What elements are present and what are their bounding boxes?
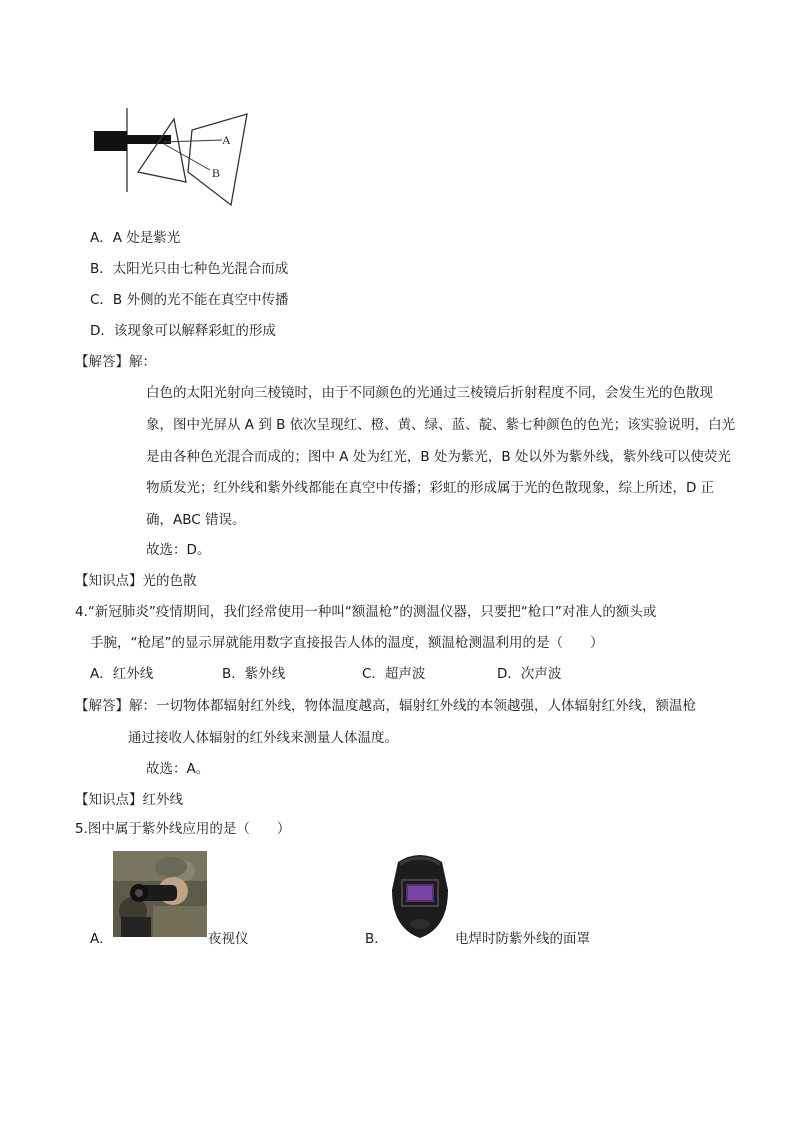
q4-option-a: A．红外线: [90, 666, 154, 682]
q3-answer-label: 【解答】解：: [75, 354, 156, 370]
light-beam: [127, 135, 171, 144]
label-b: B: [212, 166, 221, 180]
ray-b: [164, 144, 210, 170]
q4-choice: 故选：A。: [146, 761, 210, 777]
q4-option-c: C．超声波: [362, 666, 426, 682]
q4-knowledge-point: 【知识点】红外线: [75, 792, 183, 808]
q3-option-d: D．该现象可以解释彩虹的形成: [90, 323, 276, 339]
q3-explanation: 白色的太阳光射向三棱镜时，由于不同颜色的光通过三棱镜后折射程度不同，会发生光的色散现象，图中光屏从 A 到 B 依次呈现红、橙、黄、绿、蓝、靛、紫七种颜色的色光；该实验说明，白光是由各种色光混合而成的；图中 A 处为红光，B 处为紫光，B 处以外为紫外线，紫外线可以使荧光物质发光；红外线和紫外线都能在真空中传播；彩虹的形成属于光的色散现象，综上所述，D 正确，ABC 错误。: [146, 385, 736, 529]
q5-option-b-text: 电焊时防紫外线的面罩: [455, 931, 590, 947]
q3-option-c: C．B 外侧的光不能在真空中传播: [90, 292, 289, 308]
q4-stem-line1: 4.“新冠肺炎”疫情期间，我们经常使用一种叫“额温枪”的测温仪器，只要把“枪口”对准人的额头或: [75, 604, 657, 620]
q4-option-d: D．次声波: [497, 666, 562, 682]
q5-option-a-text: 夜视仪: [208, 931, 249, 947]
screen: [188, 114, 247, 205]
q3-choice: 故选：D。: [146, 542, 211, 558]
q3-option-a: A．A 处是紫光: [90, 230, 181, 246]
light-source-block: [94, 131, 127, 151]
prism: [138, 119, 186, 182]
q5-option-a-letter: A．: [90, 931, 113, 947]
prism-dispersion-figure: [90, 104, 260, 210]
welding-mask-photo: [388, 850, 452, 940]
q5-stem: 5.图中属于紫外线应用的是（ ）: [75, 821, 291, 837]
q4-stem-line2: 手腕，“枪尾”的显示屏就能用数字直接报告人体的温度，额温枪测温利用的是（ ）: [90, 635, 604, 651]
night-vision-photo: [113, 851, 207, 937]
q4-option-b: B．紫外线: [222, 666, 286, 682]
q3-option-b: B．太阳光只由七种色光混合而成: [90, 261, 289, 277]
label-a: A: [222, 133, 231, 147]
q4-answer-line1: 【解答】解：一切物体都辐射红外线，物体温度越高，辐射红外线的本领越强，人体辐射红外线，额温枪: [75, 698, 696, 714]
q3-knowledge-point: 【知识点】光的色散: [75, 573, 197, 589]
ray-a: [164, 140, 222, 142]
q5-option-b-letter: B．: [365, 931, 388, 947]
q4-answer-line2: 通过接收人体辐射的红外线来测量人体温度。: [128, 730, 398, 746]
